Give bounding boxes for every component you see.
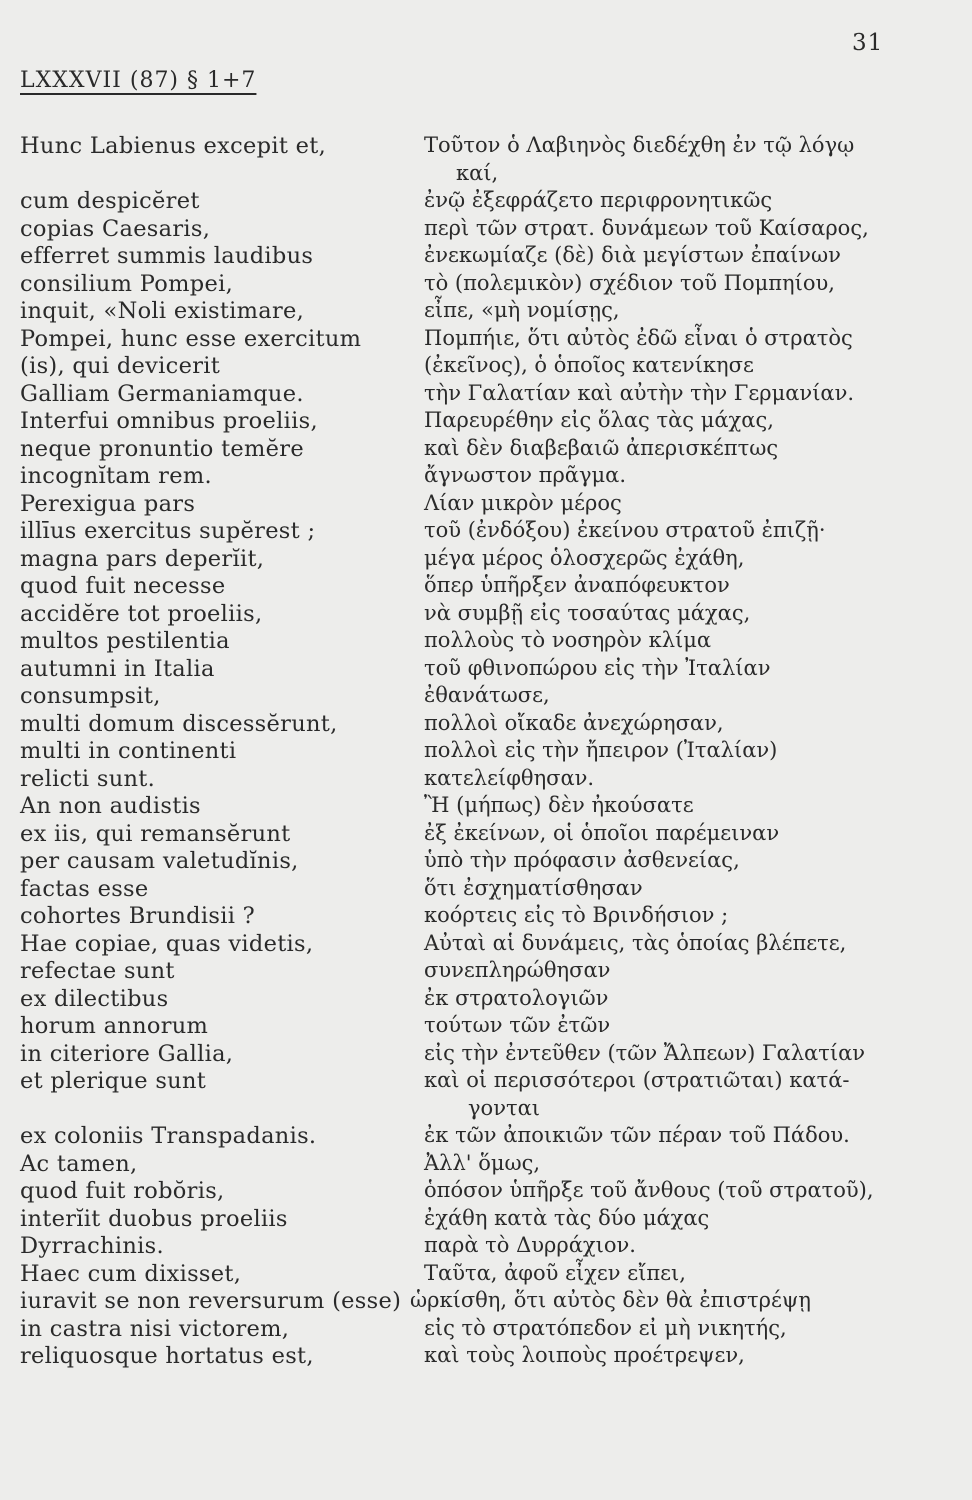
text-line (0, 683, 972, 711)
text-line (0, 573, 972, 601)
greek-text: κοόρτεις εἰς τὸ Βρινδήσιον ; (424, 903, 729, 927)
latin-text: accidĕre tot proeliis, (20, 600, 263, 627)
greek-text: Ἀλλ' ὅμως, (424, 1150, 541, 1175)
latin-text: Hae copiae, quas videtis, (20, 930, 314, 957)
latin-text: relicti sunt. (20, 765, 156, 792)
text-line (0, 1068, 972, 1096)
text-line (0, 1013, 972, 1041)
latin-text: Interfui omnibus proeliis, (20, 408, 318, 434)
text-line (0, 518, 972, 546)
greek-text: παρὰ τὸ Δυρράχιον. (424, 1233, 636, 1257)
latin-text: in castra nisi victorem, (20, 1315, 290, 1342)
greek-text: ὑπὸ τὴν πρόφασιν ἀσθενείας, (424, 848, 740, 872)
text-line (0, 271, 972, 299)
text-line (0, 793, 972, 821)
text-line (0, 738, 972, 766)
latin-text: magna pars deperĭit, (20, 545, 265, 572)
greek-text: καί, (456, 160, 499, 185)
latin-text: iuravit se non reversurum (esse) (20, 1288, 402, 1314)
greek-text: ἐξ ἐκείνων, οἱ ὁποῖοι παρέμειναν (424, 820, 780, 845)
greek-text: Ταῦτα, ἀφοῦ εἶχεν εἴπει, (424, 1260, 686, 1285)
latin-text: Ac tamen, (20, 1150, 138, 1177)
latin-text: quod fuit robŏris, (20, 1178, 225, 1204)
text-line (0, 408, 972, 436)
latin-text: refectae sunt (20, 958, 175, 984)
latin-text: Haec cum dixisset, (20, 1260, 242, 1287)
greek-text: κατελείφθησαν. (424, 765, 595, 790)
latin-text: Galliam Germaniamque. (20, 380, 304, 407)
text-line (0, 876, 972, 904)
text-line (0, 491, 972, 519)
latin-text: et plerique sunt (20, 1068, 207, 1094)
greek-text: ἄγνωστον πρᾶγμα. (424, 463, 627, 487)
latin-text: per causam valetudĭnis, (20, 848, 299, 874)
greek-text: (ἐκεῖνος), ὁ ὁποῖος κατενίκησε (424, 353, 754, 377)
latin-text: in citeriore Gallia, (20, 1040, 234, 1067)
greek-text: ὅτι ἐσχηματίσθησαν (424, 875, 643, 900)
text-line (0, 188, 972, 216)
greek-text: τοῦ φθινοπώρου εἰς τὴν Ἰταλίαν (424, 655, 771, 680)
greek-text: πολλοὺς τὸ νοσηρὸν κλίμα (424, 628, 712, 652)
greek-text: τοῦ (ἐνδόξου) ἐκείνου στρατοῦ ἐπιζῇ· (424, 518, 826, 542)
text-line (0, 958, 972, 986)
greek-text: ἐνῷ ἐξεφράζετο περιφρονητικῶς (424, 188, 773, 212)
latin-text: consumpsit, (20, 683, 161, 709)
text-line (0, 243, 972, 271)
text-line (0, 821, 972, 849)
latin-text: multi domum discessĕrunt, (20, 710, 338, 737)
text-line (0, 848, 972, 876)
text-line (0, 381, 972, 409)
text-line (0, 931, 972, 959)
text-line (0, 1233, 972, 1261)
latin-text: illīus exercitus supĕrest ; (20, 518, 316, 544)
latin-text: consilium Pompei, (20, 270, 234, 297)
text-line (0, 353, 972, 381)
text-line (0, 711, 972, 739)
latin-text: ex coloniis Transpadanis. (20, 1123, 317, 1149)
greek-text: γονται (468, 1095, 540, 1120)
latin-text: cum despicĕret (20, 188, 200, 214)
text-line (0, 133, 972, 161)
text-line (0, 1343, 972, 1371)
text-line (0, 1206, 972, 1234)
greek-text: ἐχάθη κατὰ τὰς δύο μάχας (424, 1205, 710, 1230)
greek-text: καὶ τοὺς λοιποὺς προέτρεψεν, (424, 1343, 745, 1367)
latin-text: multos pestilentia (20, 628, 230, 654)
text-line (0, 1316, 972, 1344)
text-line (0, 463, 972, 491)
greek-text: τὴν Γαλατίαν καὶ αὐτὴν τὴν Γερμανίαν. (424, 380, 855, 405)
greek-text: Αὐταὶ αἱ δυνάμεις, τὰς ὁποίας βλέπετε, (424, 930, 847, 955)
text-line (0, 326, 972, 354)
greek-text: περὶ τῶν στρατ. δυνάμεων τοῦ Καίσαρος, (424, 215, 869, 240)
greek-text: τὸ (πολεμικὸν) σχέδιον τοῦ Πομπηίου, (424, 270, 835, 295)
greek-text: ἐνεκωμίαζε (δὲ) διὰ μεγίστων ἐπαίνων (424, 243, 841, 267)
latin-text: multi in continenti (20, 738, 237, 764)
latin-text: neque pronuntio temĕre (20, 435, 304, 462)
text-line (0, 628, 972, 656)
text-line (0, 298, 972, 326)
greek-text: νὰ συμβῇ εἰς τοσαύτας μάχας, (424, 600, 751, 625)
text-line (0, 1123, 972, 1151)
latin-text: An non audistis (20, 793, 201, 819)
latin-text: Hunc Labienus excepit et, (20, 133, 327, 159)
latin-text: incognĭtam rem. (20, 463, 212, 489)
greek-text: Πομπήιε, ὅτι αὐτὸς ἐδῶ εἶναι ὁ στρατὸς (424, 325, 853, 350)
greek-text: Παρευρέθην εἰς ὅλας τὰς μάχας, (424, 408, 774, 432)
greek-text: Τοῦτον ὁ Λαβιηνὸς διεδέχθη ἐν τῷ λόγῳ (424, 133, 855, 157)
text-line (0, 546, 972, 574)
greek-text: ἐκ στρατολογιῶν (424, 985, 609, 1010)
latin-text: ex iis, qui remansĕrunt (20, 820, 291, 847)
greek-text: ἐθανάτωσε, (424, 683, 550, 707)
latin-text: Dyrrachinis. (20, 1233, 164, 1259)
text-line (0, 161, 972, 189)
latin-text: factas esse (20, 875, 149, 902)
greek-text: Ἢ (μήπως) δὲν ἠκούσατε (424, 793, 694, 817)
latin-text: quod fuit necesse (20, 573, 226, 599)
text-line (0, 1288, 972, 1316)
text-line (0, 986, 972, 1014)
greek-text: καὶ οἱ περισσότεροι (στρατιῶται) κατά- (424, 1068, 850, 1092)
greek-text: εἰς τὴν ἐντεῦθεν (τῶν Ἄλπεων) Γαλατίαν (424, 1040, 866, 1065)
text-line (0, 1261, 972, 1289)
page-number: 31 (852, 30, 884, 56)
greek-text: πολλοὶ οἴκαδε ἀνεχώρησαν, (424, 710, 724, 735)
latin-text: inquit, «Noli existimare, (20, 298, 305, 324)
greek-text: ὁπόσον ὑπῆρξε τοῦ ἄνθους (τοῦ στρατοῦ), (424, 1178, 874, 1202)
latin-text: copias Caesaris, (20, 215, 211, 242)
greek-text: ὡρκίσθη, ὅτι αὐτὸς δὲν θὰ ἐπιστρέψῃ (410, 1288, 811, 1312)
text-line (0, 1178, 972, 1206)
text-line (0, 656, 972, 684)
greek-text: συνεπληρώθησαν (424, 958, 611, 982)
text-line (0, 436, 972, 464)
greek-text: Λίαν μικρὸν μέρος (424, 490, 622, 515)
latin-text: efferret summis laudibus (20, 243, 314, 269)
greek-text: ὅπερ ὑπῆρξεν ἀναπόφευκτον (424, 573, 730, 597)
greek-text: ἐκ τῶν ἀποικιῶν τῶν πέραν τοῦ Πάδου. (424, 1123, 850, 1147)
latin-text: (is), qui devicerit (20, 353, 221, 379)
greek-text: τούτων τῶν ἐτῶν (424, 1013, 611, 1037)
text-line (0, 1041, 972, 1069)
greek-text: καὶ δὲν διαβεβαιῶ ἀπερισκέπτως (424, 435, 779, 460)
text-line (0, 216, 972, 244)
latin-text: autumni in Italia (20, 655, 215, 682)
greek-text: μέγα μέρος ὁλοσχερῶς ἐχάθη, (424, 545, 745, 570)
greek-text: εἶπε, «μὴ νομίσῃς, (424, 298, 620, 322)
text-line (0, 1096, 972, 1124)
text-line (0, 766, 972, 794)
latin-text: cohortes Brundisii ? (20, 903, 256, 929)
text-line (0, 1151, 972, 1179)
latin-text: Perexigua pars (20, 490, 196, 517)
section-heading: LXXXVII (87) § 1+7 (20, 68, 257, 93)
latin-text: interĭit duobus proeliis (20, 1205, 288, 1232)
latin-text: reliquosque hortatus est, (20, 1343, 314, 1369)
text-line (0, 903, 972, 931)
greek-text: πολλοὶ εἰς τὴν ἤπειρον (Ἰταλίαν) (424, 738, 778, 762)
latin-text: ex dilectibus (20, 985, 169, 1012)
latin-text: horum annorum (20, 1013, 209, 1039)
greek-text: εἰς τὸ στρατόπεδον εἰ μὴ νικητής, (424, 1315, 787, 1340)
latin-text: Pompei, hunc esse exercitum (20, 325, 362, 352)
text-line (0, 601, 972, 629)
